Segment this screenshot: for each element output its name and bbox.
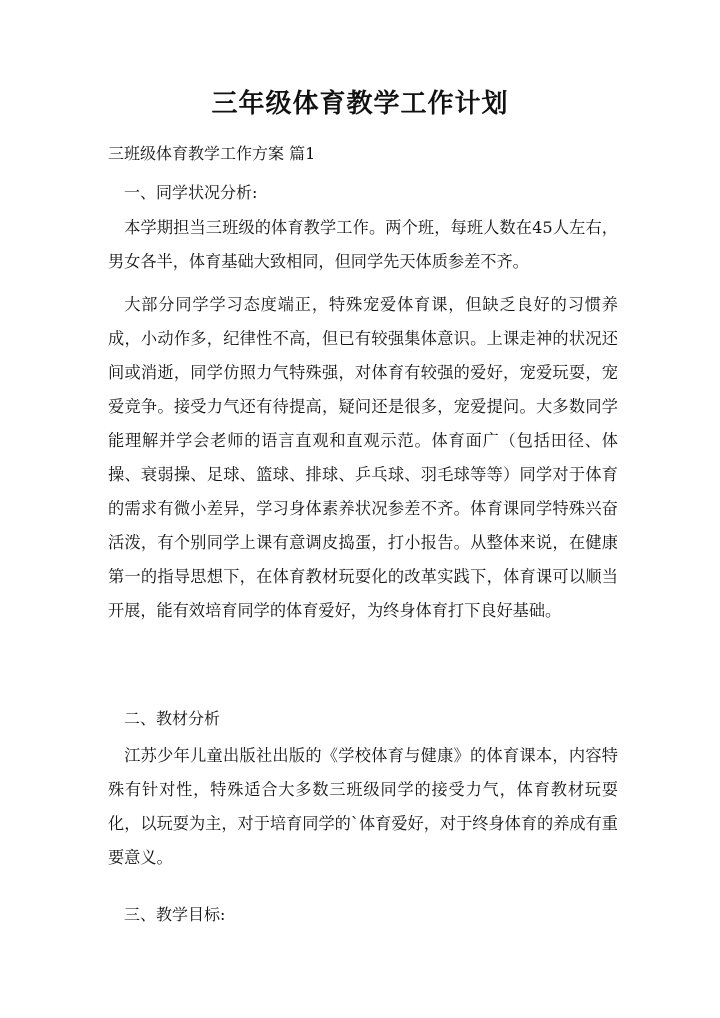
section-heading-3: 三、教学目标: [124,905,226,924]
document-subtitle: 三班级体育教学工作方案 篇1 [108,144,316,163]
section-heading-2: 二、教材分析 [124,709,221,728]
section-1-paragraph-1: 本学期担当三班级的体育教学工作。两个班，每班人数在45人左右，男女各半，体育基础大致相同，但同学先天体质参差不齐。 [108,218,618,271]
document-title: 三年级体育教学工作计划 [211,89,509,119]
section-1-paragraph-2: 大部分同学学习态度端正，特殊宠爱体育课，但缺乏良好的习惯养成，小动作多，纪律性不高，但已有较强集体意识。上课走神的状况还间或消逝，同学仿照力气特殊强，对体育有较强的爱好，宠爱玩耍，宠爱竞争。接受力气还有待提高，疑问还是很多，宠爱提问。大多数同学能理解并学会老师的语言直观和直观示范。体育面广（包括田径、体操、衰弱操、足球、篮球、排球、乒乓球、羽毛球等等）同学对于体育的需求有微小差异，学习身体素养状况参差不齐。体育课同学特殊兴奋活泼，有个别同学上课有意调皮捣蛋，打小报告。从整体来说，在健康第一的指导思想下，在体育教材玩耍化的改革实践下，体育课可以顺当开展，能有效培育同学的体育爱好，为终身体育打下良好基础。 [108,295,618,620]
section-2-paragraph-1: 江苏少年儿童出版社出版的《学校体育与健康》的体育课本，内容特殊有针对性，特殊适合大多数三班级同学的接受力气，体育教材玩耍化，以玩耍为主，对于培育同学的`体育爱好，对于终身体育的养成有重要意义。 [108,746,618,867]
section-heading-1: 一、同学状况分析: [124,183,258,202]
